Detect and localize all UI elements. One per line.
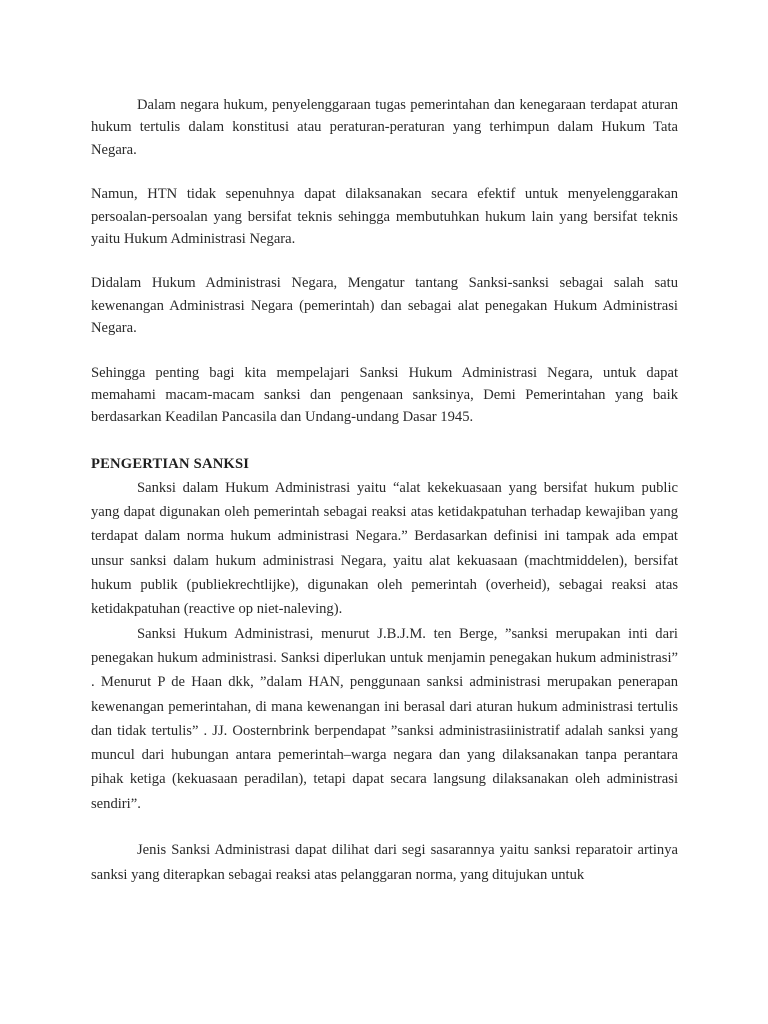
- intro-paragraph-2: Namun, HTN tidak sepenuhnya dapat dilaksanakan secara efektif untuk menyelenggarakan persoalan-persoalan yang bersifat teknis sehingga membutuhkan hukum lain yang bersifat teknis yaitu Hukum Administrasi Negara.: [91, 186, 678, 248]
- sanction-types-paragraph: Jenis Sanksi Administrasi dapat dilihat dari segi sasarannya yaitu sanksi reparatoir artinya sanksi yang diterapkan sebagai reaksi atas pelanggaran norma, yang ditujukan untuk: [91, 842, 678, 883]
- document-body: [91, 94, 678, 887]
- section-heading: PENGERTIAN SANKSI: [91, 455, 250, 472]
- intro-paragraph-1: Dalam negara hukum, penyelenggaraan tugas pemerintahan dan kenegaraan terdapat aturan hukum tertulis dalam konstitusi atau peraturan-peraturan yang terhimpun dalam Hukum Tata Negara.: [91, 97, 678, 158]
- definition-paragraph: Sanksi dalam Hukum Administrasi yaitu “alat kekekuasaan yang bersifat hukum public yang dapat digunakan oleh pemerintah sebagai reaksi atas ketidakpatuhan terhadap kewajiban yang terdapat dalam norma hukum administrasi Negara.” Berdasarkan definisi ini tampak ada empat unsur sanksi dalam hukum administrasi Negara, yaitu alat kekuasaan (machtmiddelen), bersifat hukum publik (publiekrechtlijke), digunakan oleh pemerintah (overheid), sebagai reaksi atas ketidakpatuhan (reactive op niet-naleving).: [91, 479, 678, 618]
- intro-paragraph-4: Sehingga penting bagi kita mempelajari Sanksi Hukum Administrasi Negara, untuk dapat memahami macam-macam sanksi dan pengenaan sanksinya, Demi Pemerintahan yang baik berdasarkan Keadilan Pancasila dan Undang-undang Dasar 1945.: [91, 364, 678, 426]
- intro-paragraph-3: Didalam Hukum Administrasi Negara, Mengatur tantang Sanksi-sanksi sebagai salah satu kewenangan Administrasi Negara (pemerintah) dan sebagai alat penegakan Hukum Administrasi Negara.: [91, 275, 678, 337]
- expert-opinions-paragraph: Sanksi Hukum Administrasi, menurut J.B.J.M. ten Berge, ”sanksi merupakan inti dari penegakan hukum administrasi. Sanksi diperlukan untuk menjamin penegakan hukum administrasi” . Menurut P de Haan dkk, ”dalam HAN, penggunaan sanksi administrasi merupakan penerapan kewenangan pemerintahan, di mana kewenangan ini berasal dari aturan hukum administrasi tertulis dan tidak tertulis” . JJ. Oosternbrink berpendapat ”sanksi administrasiinistratif adalah sanksi yang muncul dari hubungan antara pemerintah–warga negara dan yang dilaksanakan tanpa perantara pihak ketiga (kekuasaan peradilan), tetapi dapat secara langsung dilaksanakan oleh administrasi sendiri”.: [91, 625, 678, 812]
